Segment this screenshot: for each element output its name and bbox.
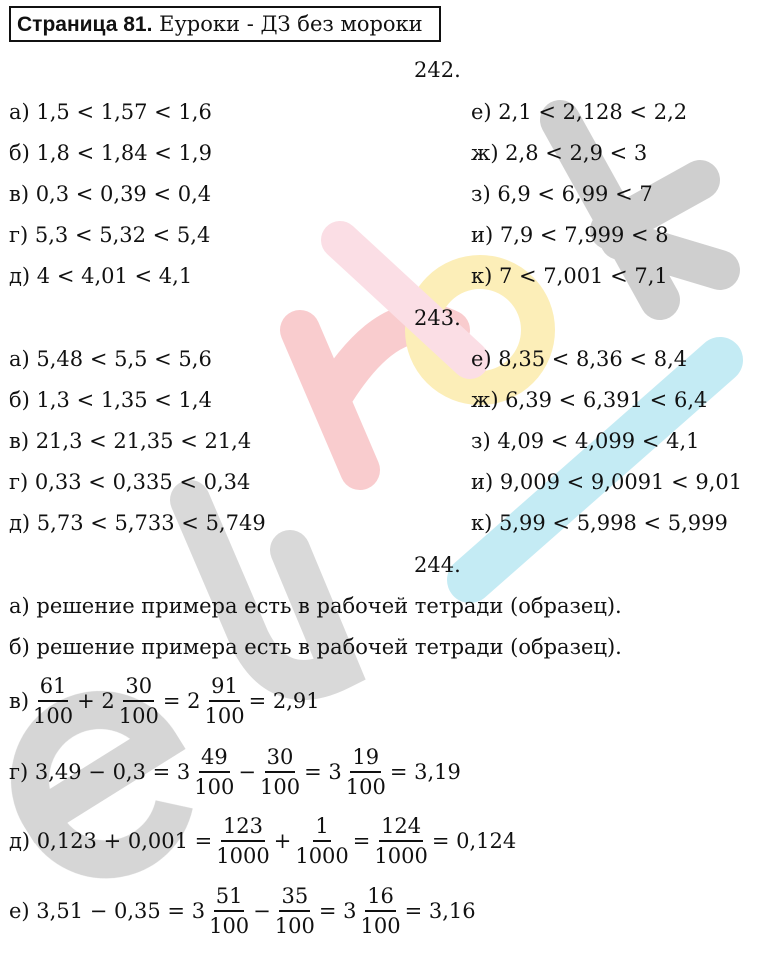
ex242-v: в) 0,3 < 0,39 < 0,4 [9, 182, 212, 206]
ex244-g-expression: г) 3,49 − 0,3 = 3 $\frac{49}{100}$ − $\frac{30}{100}$ = 3 $\frac{19}{100}$ = 3,19 [9, 745, 461, 799]
ex244-v-label: в) [9, 689, 30, 713]
ex242-z: з) 6,9 < 6,99 < 7 [471, 182, 653, 206]
ex244-b: б) решение примера есть в рабочей тетради (образец). [9, 635, 622, 659]
ex244-a: а) решение примера есть в рабочей тетради (образец). [9, 594, 622, 618]
fraction: $\frac{30}{100}$ [259, 745, 301, 799]
ex243-b: б) 1,3 < 1,35 < 1,4 [9, 388, 212, 412]
fraction: $\frac{51}{100}$ [209, 884, 250, 938]
ex244-e-expression: е) 3,51 − 0,35 = 3 $\frac{51}{100}$ − $\frac{35}{100}$ = 3 $\frac{16}{100}$ = 3,16 [9, 884, 476, 938]
ex242-i: и) 7,9 < 7,999 < 8 [471, 223, 669, 247]
fraction: $\frac{61}{100}$ [33, 674, 74, 728]
ex243-e: е) 8,35 < 8,36 < 8,4 [471, 347, 688, 371]
exercise-243-number: 243. [414, 306, 461, 330]
ex242-k: к) 7 < 7,001 < 7,1 [471, 264, 668, 288]
fraction: $\frac{124}{1000}$ [374, 814, 428, 868]
ex242-a: а) 1,5 < 1,57 < 1,6 [9, 100, 212, 124]
ex243-i: и) 9,009 < 9,0091 < 9,01 [471, 470, 743, 494]
site-title: Еуроки - ДЗ без мороки [159, 12, 423, 36]
watermark-letter-r [300, 323, 450, 470]
ex244-d-expression: д) 0,123 + 0,001 = $\frac{123}{1000}$ + $\frac{1}{1000}$ = $\frac{124}{1000}$ = 0,124 [9, 814, 517, 868]
fraction: $\frac{16}{100}$ [360, 884, 401, 938]
fraction: $\frac{35}{100}$ [274, 884, 315, 938]
page-number-label: Страница 81. [17, 13, 153, 36]
ex242-b: б) 1,8 < 1,84 < 1,9 [9, 141, 212, 165]
ex242-e: е) 2,1 < 2,128 < 2,2 [471, 100, 688, 124]
ex243-a: а) 5,48 < 5,5 < 5,6 [9, 347, 212, 371]
fraction: $\frac{30}{100}$ [118, 674, 159, 728]
fraction: $\frac{91}{100}$ [204, 674, 245, 728]
ex242-zh: ж) 2,8 < 2,9 < 3 [471, 141, 648, 165]
ex244-d-label: д) 0,123 + 0,001 = [9, 829, 213, 853]
ex242-g: г) 5,3 < 5,32 < 5,4 [9, 223, 211, 247]
ex243-z: з) 4,09 < 4,099 < 4,1 [471, 429, 700, 453]
ex243-v: в) 21,3 < 21,35 < 21,4 [9, 429, 252, 453]
ex243-g: г) 0,33 < 0,335 < 0,34 [9, 470, 251, 494]
ex244-v-expression: в) $\frac{61}{100}$ + 2 $\frac{30}{100}$ = 2 $\frac{91}{100}$ = 2,91 [9, 674, 320, 728]
ex244-g-label: г) 3,49 − 0,3 = 3 [9, 760, 191, 784]
fraction: $\frac{123}{1000}$ [216, 814, 270, 868]
fraction: $\frac{19}{100}$ [345, 745, 386, 799]
ex244-e-label: е) 3,51 − 0,35 = 3 [9, 899, 206, 923]
fraction: $\frac{49}{100}$ [194, 745, 235, 799]
ex243-k: к) 5,99 < 5,998 < 5,999 [471, 511, 728, 535]
fraction: $\frac{1}{1000}$ [295, 814, 349, 868]
page-header [9, 6, 441, 42]
exercise-244-number: 244. [414, 553, 461, 577]
ex243-zh: ж) 6,39 < 6,391 < 6,4 [471, 388, 708, 412]
ex243-d: д) 5,73 < 5,733 < 5,749 [9, 511, 266, 535]
ex242-d: д) 4 < 4,01 < 4,1 [9, 264, 193, 288]
watermark-stroke-pink [340, 240, 470, 360]
exercise-242-number: 242. [414, 58, 461, 82]
